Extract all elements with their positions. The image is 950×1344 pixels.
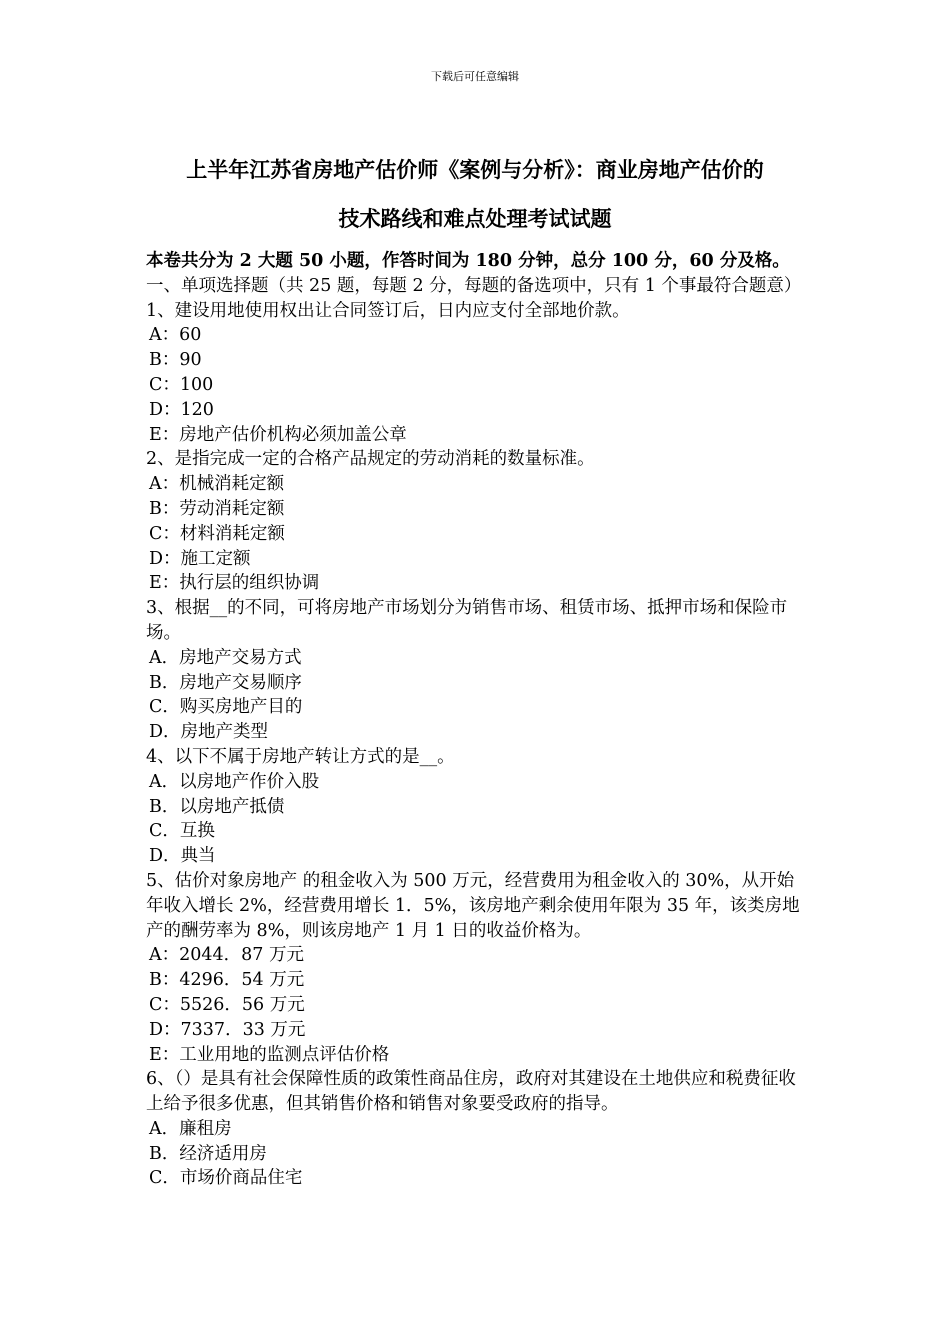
- answer-option: C．市场价商品住宅: [149, 1168, 303, 1189]
- exam-summary: 本卷共分为 2 大题 50 小题，作答时间为 180 分钟，总分 100 分，60 分及格。: [146, 251, 790, 271]
- answer-option: C：5526．56 万元: [149, 994, 305, 1015]
- answer-option: E：房地产估价机构必须加盖公章: [149, 424, 407, 445]
- answer-option: B．经济适用房: [149, 1143, 267, 1164]
- answer-option: E：工业用地的监测点评估价格: [149, 1044, 390, 1065]
- document-body: [146, 249, 810, 1191]
- section-heading: 一、单项选择题（共 25 题，每题 2 分，每题的备选项中，只有 1 个事最符合题意）: [146, 275, 802, 296]
- answer-option: D：7337．33 万元: [149, 1019, 306, 1040]
- question: [146, 745, 810, 869]
- answer-option: A．房地产交易方式: [149, 647, 302, 668]
- question: [146, 596, 810, 745]
- answer-option: A：60: [149, 325, 202, 346]
- question: [146, 299, 810, 448]
- answer-option: C．互换: [149, 821, 215, 842]
- answer-option: D：施工定额: [149, 548, 251, 569]
- answer-option: A：机械消耗定额: [149, 474, 285, 495]
- answer-option: C：100: [149, 374, 214, 395]
- answer-option: A．以房地产作价入股: [149, 771, 320, 792]
- question-stem: 3、根据__的不同，可将房地产市场划分为销售市场、租赁市场、抵押市场和保险市场。: [146, 598, 788, 643]
- answer-option: C．购买房地产目的: [149, 697, 303, 718]
- page-header-note: 下载后可任意编辑: [431, 70, 519, 83]
- question-stem: 4、以下不属于房地产转让方式的是__。: [146, 746, 455, 767]
- question: [146, 869, 810, 1067]
- answer-option: B：4296．54 万元: [149, 970, 305, 991]
- question-stem: 2、是指完成一定的合格产品规定的劳动消耗的数量标准。: [146, 449, 595, 470]
- question-stem: 1、建设用地使用权出让合同签订后，日内应支付全部地价款。: [146, 300, 630, 321]
- answer-option: C：材料消耗定额: [149, 523, 285, 544]
- answer-option: D：120: [149, 399, 214, 420]
- answer-option: B：劳动消耗定额: [149, 498, 285, 519]
- answer-option: A．廉租房: [149, 1118, 232, 1139]
- answer-option: D．典当: [149, 846, 216, 867]
- answer-option: B：90: [149, 350, 202, 371]
- answer-option: B．以房地产抵债: [149, 796, 285, 817]
- document-title-line-2: 技术路线和难点处理考试试题: [338, 206, 612, 231]
- answer-option: B．房地产交易顺序: [149, 672, 302, 693]
- answer-option: A：2044．87 万元: [149, 945, 305, 966]
- answer-option: D．房地产类型: [149, 722, 269, 743]
- question: [146, 1067, 810, 1191]
- answer-option: E：执行层的组织协调: [149, 573, 320, 594]
- question: [146, 447, 810, 596]
- document-title-line-1: 上半年江苏省房地产估价师《案例与分析》：商业房地产估价的: [186, 157, 764, 182]
- question-stem: 5、估价对象房地产 的租金收入为 500 万元，经营费用为租金收入的 30%，从开始年收入增长 2%，经营费用增长 1．5%，该房地产剩余使用年限为 35 年，该类房地产的酬劳率为 8%，则该房地产 1 月 1 日的收益价格为。: [146, 870, 800, 941]
- question-stem: 6、（）是具有社会保障性质的政策性商品住房，政府对其建设在土地供应和税费征收上给予很多优惠，但其销售价格和销售对象要受政府的指导。: [146, 1069, 796, 1115]
